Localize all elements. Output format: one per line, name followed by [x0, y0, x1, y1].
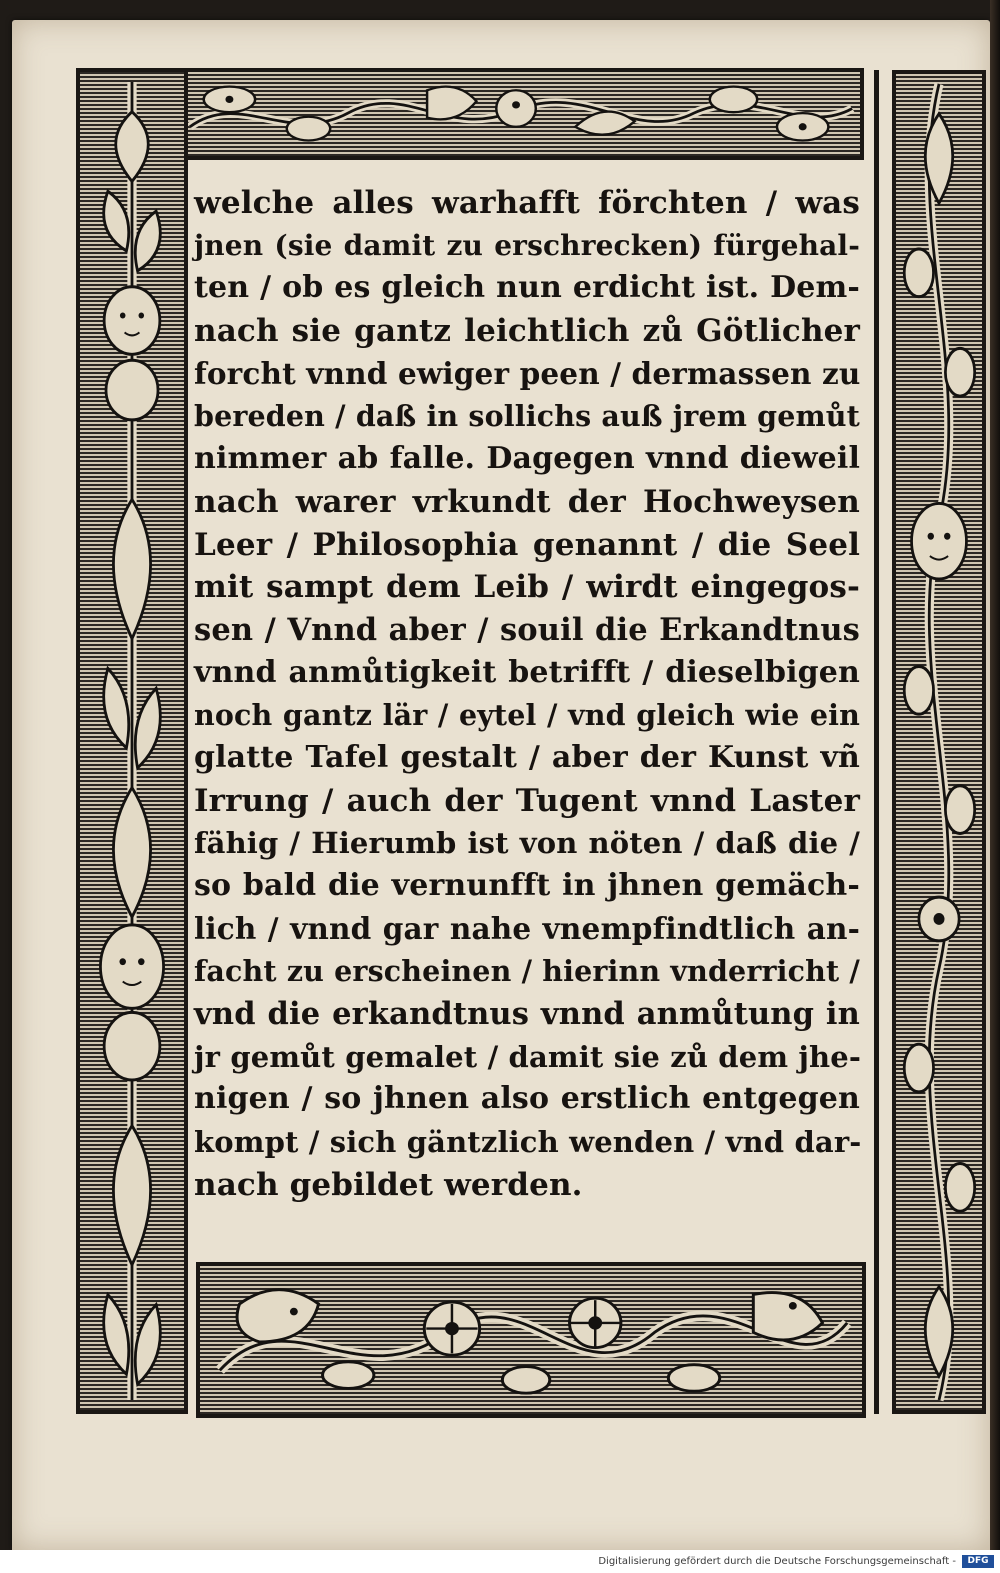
text-line: nach sie gantz leichtlich zů Götlicher — [194, 313, 860, 350]
text-line: sen / Vnnd aber / souil die Erkandtnus — [194, 611, 860, 648]
text-line: Irrung / auch der Tugent vnnd Laster — [194, 782, 860, 819]
text-line: Leer / Philosophia genannt / die Seel — [194, 526, 860, 563]
text-line: so bald die vernunfft in jhnen gemäch- — [194, 868, 860, 903]
text-line: kompt / sich gäntzlich wenden / vnd dar- — [194, 1125, 862, 1160]
text-line: jnen (sie damit zu erschrecken) fürgehal- — [194, 228, 860, 262]
vine-ornament-icon — [180, 72, 860, 156]
text-line: vnnd anmůtigkeit betrifft / dieselbigen — [194, 654, 860, 690]
text-line: glatte Tafel gestalt / aber der Kunst vñ — [194, 739, 860, 775]
foliage-ornament-icon — [80, 72, 184, 1410]
left-ornamental-border — [76, 68, 188, 1414]
top-ornamental-border — [176, 68, 864, 160]
book-edge-shadow — [990, 0, 1000, 1573]
text-line: nach warer vrkundt der Hochweysen — [194, 483, 860, 520]
text-line: nimmer ab falle. Dagegen vnnd dieweil — [194, 441, 860, 477]
dfg-logo: DFG — [962, 1555, 994, 1568]
text-line: vnd die erkandtnus vnnd anmůtung in — [194, 996, 860, 1033]
text-line: forcht vnnd ewiger peen / dermassen zu — [194, 355, 861, 391]
vertical-rule — [874, 70, 879, 1414]
text-line: welche alles warhafft förchten / was — [194, 185, 860, 221]
text-line: bereden / daß in sollichs auß jrem gemůt — [194, 399, 860, 434]
text-line: nigen / so jhnen also erstlich entgegen — [194, 1081, 860, 1117]
text-line: jr gemůt gemalet / damit sie zů dem jhe- — [194, 1039, 862, 1074]
flower-ornament-icon — [200, 1266, 862, 1414]
mask-ornament-icon — [896, 74, 982, 1410]
footer-credit: Digitalisierung gefördert durch die Deutsche Forschungsgemeinschaft - — [598, 1556, 956, 1567]
text-line: facht zu erscheinen / hierinn vnderricht / — [194, 954, 860, 989]
text-line: noch gantz lär / eytel / vnd gleich wie ein — [194, 698, 860, 733]
footer-bar — [0, 1550, 1000, 1573]
right-ornamental-border — [892, 70, 986, 1414]
text-line: fähig / Hierumb ist von nöten / daß die / — [194, 826, 860, 861]
bottom-ornamental-border — [196, 1262, 866, 1418]
text-line: nach gebildet werden. — [194, 1166, 583, 1203]
text-line: lich / vnnd gar nahe vnempfindtlich an- — [194, 910, 860, 946]
text-line: ten / ob es gleich nun erdicht ist. Dem- — [194, 270, 860, 306]
main-text — [194, 182, 860, 1207]
text-line: mit sampt dem Leib / wirdt eingegos- — [194, 569, 860, 606]
